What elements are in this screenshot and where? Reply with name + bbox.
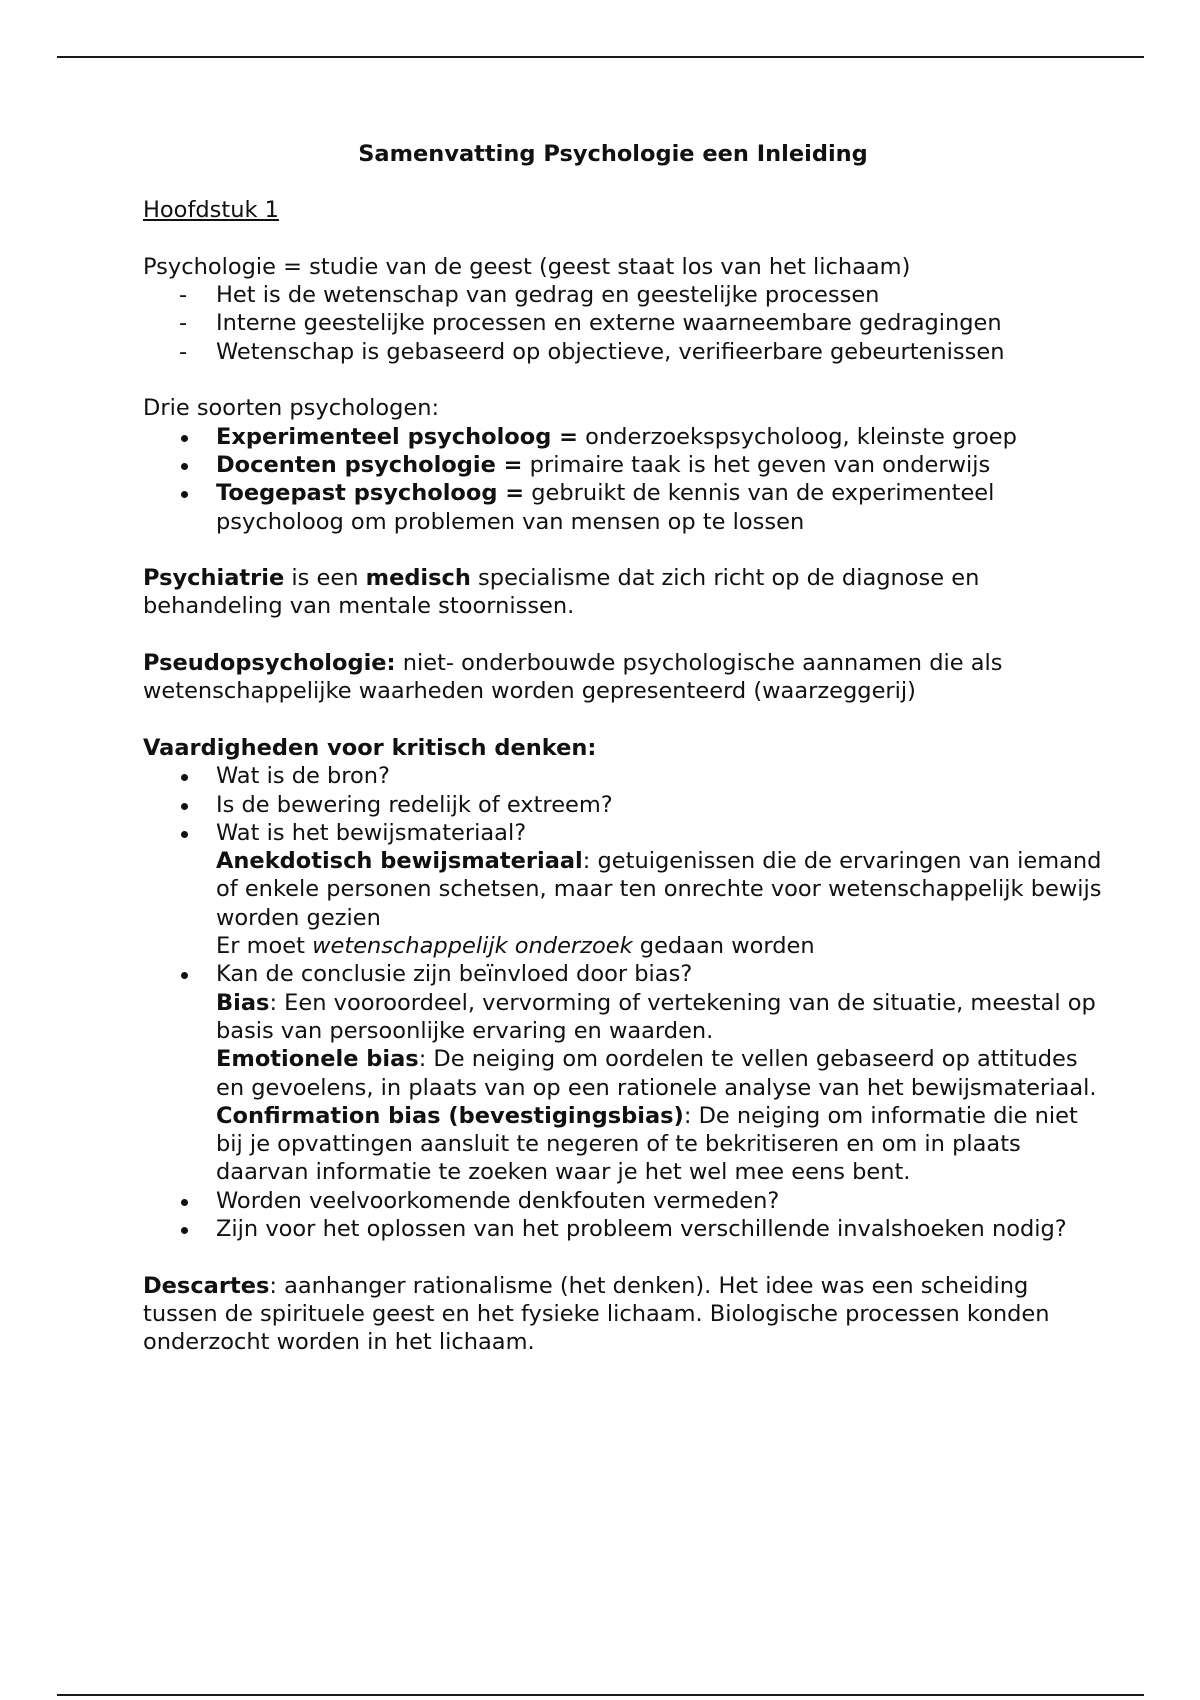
list-item: Kan de conclusie zijn beïnvloed door bias? Bias: Een vooroordeel, vervorming of vertekening van de situatie, meestal op basis van persoonlijke ervaring en waarden. Emotionele bias: De neiging om oordelen te vellen gebaseerd op attitudes en gevoelens, in plaats van op een rationele analyse van het bewijsmateriaal. Confirmation bias (bevestigingsbias): De neiging om informatie die niet bij je opvattingen aansluit te negeren of te bekritiseren en om in plaats daarvan informatie te zoeken waar je het wel mee eens bent. [143,960,1103,1186]
list-item: - Wetenschap is gebaseerd op objectieve, verifieerbare gebeurtenissen [179,338,1005,365]
list-item: Wat is het bewijsmateriaal? Anekdotisch bewijsmateriaal: getuigenissen die de ervaringen van iemand of enkele personen schetsen, maar ten onrechte voor wetenschappelijk bewijs worden gezien Er moet wetenschappelijk onderzoek gedaan worden [143,819,1103,960]
psychologists-list [143,423,1103,536]
dash-icon: - [179,282,188,309]
list-item: Wat is de bron? [143,762,1103,790]
bullet-icon [181,463,188,470]
list-item: Zijn voor het oplossen van het probleem verschillende invalshoeken nodig? [143,1215,1103,1243]
list-item: Docenten psychologie = primaire taak is het geven van onderwijs [143,451,1103,479]
dash-icon: - [179,338,188,365]
descartes-paragraph: Descartes: aanhanger rationalisme (het denken). Het idee was een scheiding tussen de spirituele geest en het fysieke lichaam. Biologische processen konden onderzocht worden in het lichaam. [143,1272,1050,1356]
psychology-definition: Psychologie = studie van de geest (geest staat los van het lichaam) [143,253,911,280]
list-item: Experimenteel psycholoog = onderzoekspsycholoog, kleinste groep [143,423,1103,451]
bullet-icon [181,435,188,442]
bias-definition: Bias: Een vooroordeel, vervorming of vertekening van de situatie, meestal op basis van persoonlijke ervaring en waarden. [216,989,1096,1044]
psychology-list [143,281,1103,366]
bullet-icon [181,972,188,979]
bullet-icon [181,1227,188,1234]
list-item: Toegepast psycholoog = gebruikt de kennis van de experimenteel psycholoog om problemen van mensen op te lossen [143,479,1103,536]
footer-rule [57,1694,1144,1696]
document-body [143,140,1103,1356]
page-title: Samenvatting Psychologie een Inleiding [358,141,868,167]
critical-thinking-heading: Vaardigheden voor kritisch denken: [143,734,597,761]
anecdotal-evidence: Anekdotisch bewijsmateriaal: getuigenissen die de ervaringen van iemand of enkele personen schetsen, maar ten onrechte voor wetenschappelijk bewijs worden gezien [216,848,1102,931]
dash-icon: - [179,310,188,337]
research-note: Er moet wetenschappelijk onderzoek gedaan worden [216,933,815,960]
emotional-bias-definition: Emotionele bias: De neiging om oordelen te vellen gebaseerd op attitudes en gevoelens, in plaats van op een rationele analyse van het bewijsmateriaal. [216,1046,1097,1101]
psychologists-intro: Drie soorten psychologen: [143,395,440,422]
psychiatry-paragraph: Psychiatrie is een medisch specialisme dat zich richt op de diagnose en behandeling van mentale stoornissen. [143,565,980,620]
list-item: Worden veelvoorkomende denkfouten vermeden? [143,1187,1103,1215]
chapter-heading: Hoofdstuk 1 [143,197,279,224]
bullet-icon [181,491,188,498]
bullet-icon [181,803,188,810]
bullet-icon [181,1199,188,1206]
header-rule [57,56,1144,58]
bullet-icon [181,831,188,838]
list-item: - Het is de wetenschap van gedrag en geestelijke processen [179,282,880,309]
confirmation-bias-definition: Confirmation bias (bevestigingsbias): De neiging om informatie die niet bij je opvattingen aansluit te negeren of te bekritiseren en om in plaats daarvan informatie te zoeken waar je het wel mee eens bent. [216,1102,1078,1186]
critical-thinking-list [143,762,1103,1243]
pseudopsychology-paragraph: Pseudopsychologie: niet- onderbouwde psychologische aannamen die als wetenschappelijke waarheden worden gepresenteerd (waarzeggerij) [143,650,1003,705]
list-item: - Interne geestelijke processen en externe waarneembare gedragingen [179,310,1002,337]
bullet-icon [181,774,188,781]
list-item: Is de bewering redelijk of extreem? [143,791,1103,819]
